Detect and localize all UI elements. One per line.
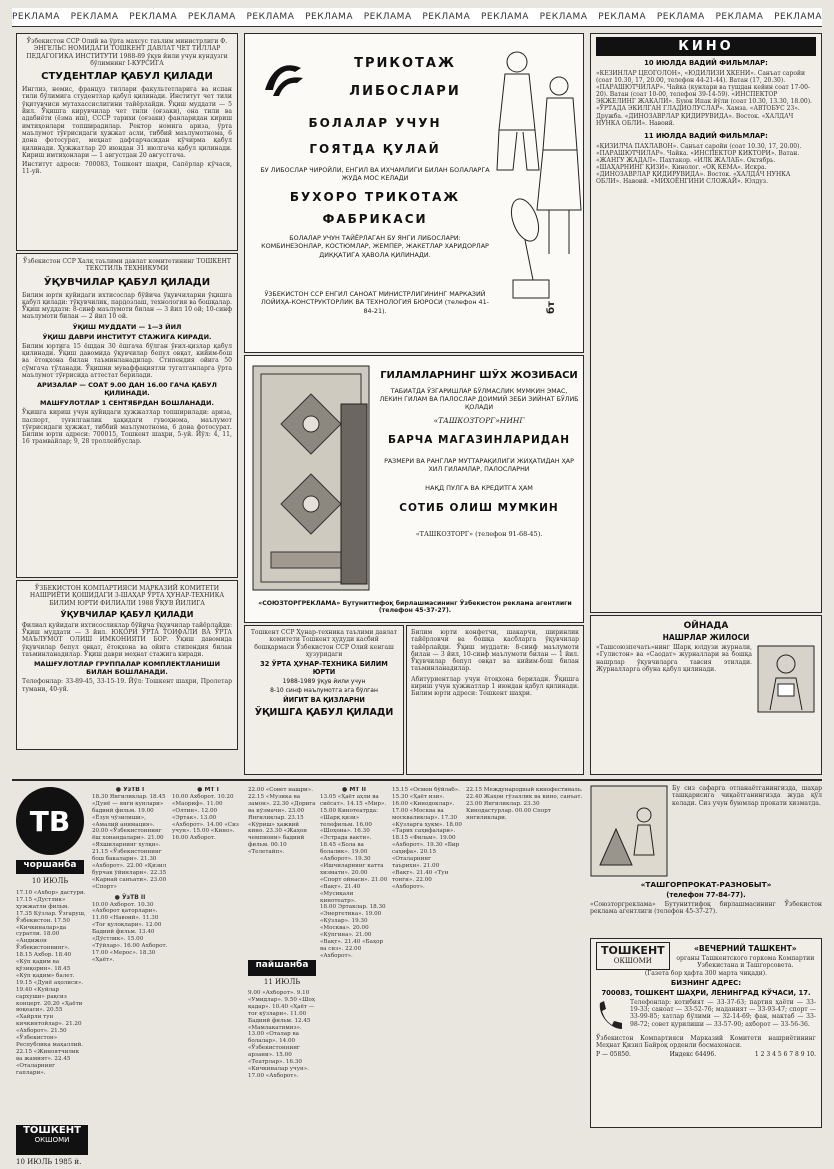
ad-headline: ОЙНАДА — [683, 621, 729, 631]
tourist-illustration — [590, 785, 668, 877]
ad-headline: ФАБРИКАСИ — [322, 212, 428, 226]
ad-body: НАҚД ПУЛГА ВА КРЕДИТГА ҲАМ — [425, 484, 533, 492]
ad-body: Филиал қуйидаги ихтисосликлар бўйича ўқувчилар тайёрлайди: Ўқиш муддати — 3 йил. ЮҚОРИ ЎРТА ТОИФАЛИ ВА ЎРТА МАЪЛУМОТ ОЛИШ ИМКОНИЯТИ БОР. Ўқиш давомида ўқувчилар бепул овқат, ётоқхона ва ойига стипендия билан таъминланадилар. Ўқиш даври меҳнат стажига киради. — [22, 621, 232, 659]
kino-listing: «ҚИЗИЛЧА ПАХЛАВОН». Санъат саройи (соат 10.30, 17, 20.00). «ПАРАШЮТЧИЛАР». Чайка. «ИНСПЕКТОР КИКТОРИ». Ватан. «ЖАНГУ ЖАДАЛ». Пахтакор. «ИЛК ЖАЛАБ». Октябрь. «ШАҲАРНИНГ ҚИЗИ». Кинолог. «ОҚ КЕМА». Искра. «ДИНОЗАВРЛАР ҚИДИРУВИДА». Восток. «ХАЛДАЧ НУНКА ОБЛИ». Навоий. «МИХОЁНГИНИ СЛОЖАЙ». Юлдуз. — [596, 142, 802, 186]
tv-date: 10 ИЮЛЬ — [31, 877, 69, 885]
tv-channel: ● ЎзТВ II — [114, 893, 146, 901]
tv-listing: 22.00 «Совет нашри». 22.15 «Музика ва замон». 22.30 «Дорига ва кўзмачи». 23.00 Янгиликлар. 23.15 «Кўриш» ҳажвий кино. 23.30 «Жаҳон чемпиони» бадиий фильм. 00.10 «Телетайп». — [248, 787, 316, 856]
ad-headline: СОТИБ ОЛИШ МУМКИН — [399, 502, 559, 514]
kino-date: 10 ИЮЛДА ВАДИЙ ФИЛЬМЛАР: — [644, 59, 768, 67]
issue-date: 10 ИЮЛЬ 1985 й. — [16, 1158, 82, 1166]
tv-logo — [16, 787, 84, 855]
reader-illustration — [756, 644, 816, 714]
left-ad-institute — [16, 33, 238, 251]
agency-footer: «СОЮЗТОРГРЕКЛАМА» Бутуниттифоқ бирлашмасининг Ўзбекистон реклама агентлиги (телефон 45-37-27). — [258, 600, 572, 614]
ad-body: «Ташсоюзпечать»нинг Шарқ юлдузи журнали, «Гулистон» ва «Саодат» журналлари ва бошқа нашрлар ўқувчиларга тавсия этилади. Журналларга обуна қабул қилинади. — [596, 644, 752, 673]
bottom-brand-text: ТОШКЕНТ — [23, 1125, 81, 1136]
tv-listing: 18.30 Янгиликлар. 18.45 «Дунё — янги кунлари» бадиий фильм. 19.00 «Ёзув чўзилиши», «Амалий анимация». 20.00 «Ўзбекистоннинг ёш хонандалари». 21.00 «Яхшиларнинг хулқи». 21.15 «Ўзбекистоннинг бош бакалари». 21.30 «Ахборот». 22.00 «Қизил бурчак ўйинлари». 22.35 «Карнай санъати». 23.00 «Спорт» — [92, 793, 167, 890]
ad-headline: ГИЛАМЛАРНИНГ ШЎХ ЖОЗИБАСИ — [380, 370, 578, 381]
ad-title: СТУДЕНТЛАР ҚАБУЛ ҚИЛАДИ — [41, 71, 213, 83]
ad-body: Телефонлар: 33-89-45, 33-15-19. Йўл: Тошкент шаҳри, Пролетар тумани, 40-уй. — [22, 678, 232, 693]
masthead-body: органы Ташкентского горкома Компартии Узбекистана и Ташгорсовета. — [676, 955, 815, 970]
left-ad-filial — [16, 580, 238, 750]
section-divider — [12, 779, 822, 781]
ad-subtitle: 8-10 синф маълумотга эга бўлган — [270, 687, 378, 695]
tv-day-badge — [16, 860, 84, 874]
ad-body: Билим юртига 15 ёшдан 30 ёшгача бўлган ўғил-қизлар қабул қилинади. Ўқиш давомида ўқувчилар бепул овқат, кийим-бош ва ётоқхона билан таъминланадилар. Стипендия ойига 50 сўмгача тўланади. Ўқишни муваффақиятли тугатганларга ўрта маълумот тўғрисида аттестат берилади. — [22, 342, 232, 379]
ad-subtitle: МАШҒУЛОТЛАР 1 СЕНТЯБРДАН БОШЛАНАДИ. — [40, 399, 214, 408]
tv-col-6 — [320, 787, 388, 1112]
tv-col-1 — [16, 890, 86, 1110]
tv-day-label: пайшанба — [255, 960, 309, 970]
index-number: Индекс 64496. — [669, 1051, 717, 1059]
tv-col-8 — [466, 787, 584, 1112]
bottom-brand-sub: ОКШОМИ — [34, 1136, 70, 1144]
prokat-ad — [590, 785, 822, 935]
tv-day-label: чоршанба — [23, 860, 77, 870]
ad-headline: ЛИБОСЛАРИ — [349, 84, 461, 99]
kino-listing: «КЕЗИНЛАР ЦЕОГОЛОН», «ЮДИЛИЗИ ХКЕНИ». Санъат саройи (соат 10.30, 17, 20.00, телефон 44-21-44). Ватан (17, 20.30). «ПАРАШЮТЧИЛАР». Чайка (кунлари ва тушдан кейин соат 17-00-20). Ватан (соат 10-00, телефон 39-14-59). «ИНСПЕКТОР ЭКЖЕЛИНГ ЖАКАЛИ». Буюк Ипак йўли (соат 10.30, 13.30, 18.00). «ЎРТАДА ЭКИЛГАН ГЛАДИОЛУСЛАР». Хамза. «АВТОБУС 23». Дружба. «ДИНОЗАВРЛАР ҚИДИРУВИДА». Восток. «ХАЛДАЧ НУНКА ОБЛИ». Навоий. — [596, 70, 812, 127]
oyna-ad — [590, 615, 822, 775]
ad-subtitle: 32 ЎРТА ҲУНАР-ТЕХНИКА БИЛИМ ЮРТИ — [260, 660, 388, 677]
ad-body: Абитуриентлар учун ётоқхона берилади. Ўқишга кириш учун ҳужжатлар 1 июндан қабул қилинади. Билим юрти адреси: Тошкент шаҳри. — [411, 675, 579, 698]
ad-body: Инглиз, немис, француз тиллари факультетларига ва испан тили бўлимига студентлар қабул қилинади. Институт чет тили ўқитувчиси мутахассислигини тайёрлайди. Ўқиш муддати — 5 йил. Ўқишга кирувчилар чет тили (оғзаки), она тили ва адабиёти (ёзма иш), СССР тарихи (оғзаки) фанларидан кириш имтиҳонлари топширадилар. Ректор номига ариза, ўрта маълумот тўғрисидаги ҳужжат асли, тиббий маълумотнома, 6 дона фотосурат, меҳнат дафтарчасидан кўчирма қабул қилинади. Ҳужжатлар 20 июндан 31 июлгача қабул қилинади. Кириш имтиҳонлари — 1 августдан 20 августгача. — [22, 86, 232, 159]
phones: Телефонлар: котибият — 33-37-63; партия ҳаёти — 33-19-33; саноат — 33-52-76; маданият — 33-93-47; спорт — 33-99-85; хатлар бўлими — 32-14-69; фан, мактаб — 33-98-72; совет қурилиши — 33-57-90; ахборот — 33-56-36. — [630, 998, 816, 1028]
ad-footer: «Союзторгреклама» Бутуниттифоқ бирлашмасининг Ўзбекистон реклама агентлиги (телефон 45-37-27). — [590, 901, 822, 916]
band-word: РЕКЛАМА — [305, 12, 353, 22]
ad-intro: Ўзбекистон ССР Олий ва ўрта махсус таълим министрлиги Ф. ЭНГЕЛЬС НОМИДАГИ ТОШКЕНТ ДАВЛАТ ЧЕТ ТИЛЛАР ПЕДАГОГИКА ИНСТИТУТИ 1988-89 ўқув йили учун кундузги бўлимнинг I-КУРСИГА — [26, 38, 228, 67]
tv-listing: 18.00 Эртаклар. 18.30 «Энергетика». 19.00 «Кўзлар». 19.30 «Москва». 20.00 «Кўпгина». 21.00 «Вақт». 21.40 «Баҳор ва сиз». 22.00 «Ахборот». — [320, 904, 386, 959]
ad-title: ЎҚУВЧИЛАР ҚАБУЛ ҚИЛАДИ — [60, 609, 194, 619]
ad-headline: «ТАШГОРПРОКАТ-РАЗНОБЫТ» — [640, 880, 772, 889]
ad-subtitle: 1988-1989 ўқув йили учун — [282, 678, 366, 686]
tv-col-4 — [248, 787, 316, 957]
middle-ad-body — [406, 625, 584, 775]
ad-headline: НАШРЛАР ЖИЛОСИ — [662, 633, 750, 642]
tv-listing: 22.15 Международный кинофестиваль. 22.40 Жаҳон гўзаллик ва кино, санъат. 23.00 Янгиликлар. 23.30 Кинодастурлар. 00.00 Спорт янгиликлари. — [466, 787, 583, 821]
ad-headline: ТРИКОТАЖ — [354, 56, 456, 71]
middle-ad-school — [244, 625, 404, 775]
tv-channel: ● МТ I — [197, 787, 219, 793]
page-numbers: 1 2 3 4 5 6 7 8 9 10. — [754, 1051, 816, 1059]
bottom-brand — [16, 1125, 88, 1155]
ad-title: ЎҚИШГА ҚАБУЛ ҚИЛАДИ — [254, 707, 394, 719]
carpet-illustration — [251, 364, 371, 592]
ad-headline: ГОЯТДА ҚУЛАЙ — [309, 142, 441, 156]
carpet-ad — [244, 355, 584, 623]
ad-body: Билим юрти қуйидаги ихтисослар бўйича ўқувчиларни ўқишга қабул қилади: тўқувчилик, пардозлаш, технология ва бошқалар. Ўқиш муддати: 8-синф маълумоти билан — 3 йил 10 ой; 10-синф маълумоти билан — 2 йил 10 ой. — [22, 291, 232, 321]
ad-intro: ЎЗБЕКИСТОН КОМПАРТИЯСИ МАРКАЗИЙ КОМИТЕТИ НАШРИЁТИ ҚОШИДАГИ 3-ШАҲАР ЎРТА ҲУНАР-ТЕХНИКА БИЛИМ ЮРТИ ФИЛИАЛИ 1988 ЎҚУВ ЙИЛИГА — [29, 585, 225, 607]
tv-day2-badge — [248, 960, 316, 976]
order-number: Р — 05850. — [596, 1051, 631, 1059]
band-word: РЕКЛАМА — [246, 12, 295, 22]
band-word: РЕКЛАМА — [129, 12, 178, 22]
ad-body: БОЛАЛАР УЧУН ТАЙЁРЛАГАН БУ ЯНГИ ЛИБОСЛАРИ: КОМБИНЕЗОНЛАР, КОСТЮМЛАР, ЖЕМПЕР, ЖАКЕТЛАР ХАРИДОРЛАР ДИҚҚАТИГА ҲАВОЛА ҚИЛИНАДИ. — [261, 234, 489, 259]
masthead-note: (Газета бор ҳафта 300 марта чиқади). — [644, 969, 768, 977]
band-word: РЕКЛАМА — [774, 12, 822, 22]
tv-col-5 — [248, 990, 316, 1110]
phone-icon — [596, 999, 626, 1033]
tv-listing: 9.00 «Ахборот». 9.10 «Умидлар». 9.50 «Шоҳ қадар». 10.40 «Ҳаёт — тоғ кўзлари». 11.00 Бадиий фильм. 12.45 «Мамлакатимиз». 13.00 «Оталар ва болалар». 14.00 «Ўзбекистоннинг арзани». 15.00 «Театрлар». 16.30 «Кичкиналар учун». 17.00 «Ахборот». — [248, 990, 315, 1079]
address: 700083, ТОШКЕНТ ШАҲРИ, ЛЕНИНГРАД КЎЧАСИ, 17. — [601, 988, 811, 997]
ad-body: ТАБИАТДА ЎЗГАРИШЛАР БЎЛМАСЛИК МУМКИН ЭМАС, ЛЕКИН ГИЛАМ ВА ПАЛОСЛАР ДОИМИЙ ЗЕБИ ЗИЙНАТ БЎЛИБ ҚОЛАДИ — [379, 388, 579, 411]
band-word: РЕКЛАМА — [481, 12, 529, 22]
left-ad-technikum — [16, 253, 238, 578]
band-word: РЕКЛАМА — [598, 12, 647, 22]
masthead-box — [590, 938, 822, 1128]
ad-subtitle: ЙИГИТ ВА ҚИЗЛАРНИ — [283, 696, 365, 705]
masthead-title: «ВЕЧЕРНИЙ ТАШКЕНТ» — [693, 944, 797, 953]
band-word: РЕКЛАМА — [656, 12, 705, 22]
tv-listing: 17.10 «Ахбор» дастури. 17.15 «Дустлик» ҳужжатли фильм. 17.35 Кўзлар. Ўзгаруш, Ўзбекистон. 17.50 «Кичкиналар»да суратли. 18.00 «Андижон Ўзбекистоннинг». 18.15 Ахбор. 18.40 «Кўп қадим ва қўзиқорин». 18.45 «Кўп қадим» балет. 19.15 «Дунё аҳолиси». 19.40 «Куйлар сархуши» рақсиз концерт. 20.20 «Ҳаёти воқеаси». 20.55 «Хайрли тун кичкинтойлар». 21.20 «Ахборот». 21.50 «Ўзбекистон» Республика маҳаллий. 22.15 «Жиноятчилик ва жамият». 22.45 «Оталарнинг гаплари». — [16, 890, 86, 1076]
ad-subtitle: ЎҚИШ МУДДАТИ — 1—3 ЙИЛ — [72, 322, 182, 331]
tv-channel: ● ЎзТВ I — [115, 787, 145, 793]
tv-listing: 15.15 «Осмон бўйлаб». 15.30 «Ҳаёт изи». 16.00 «Кинодоклар». 17.00 «Москва ва москваликлар». 17.30 «Кўзларга ҳукм». 18.00 «Тарих саҳифалари». 18.15 «Фильм». 19.00 «Ахборот». 19.30 «Бир саҳифа». 20.15 «Оталарнинг таърихи». 21.00 «Вақт». 21.40 «Тун тонги». 22.00 «Ахборот». — [392, 787, 462, 890]
ad-headline: БАРЧА МАГАЗИНЛАРИДАН — [387, 434, 571, 446]
ad-subtitle: (телефон 77-84-77). — [666, 891, 746, 899]
ad-title: ЎҚУВЧИЛАР ҚАБУЛ ҚИЛАДИ — [43, 276, 211, 288]
tv-listing: 13.05 «Ҳаёт аҳли ва сиёсат». 14.15 «Мир». 15.00 Кинотеатрда: «Шарқ қизи» телефильм. 16.00 «Шоҳона». 16.30 «Эстрада вакти». 18.45 «Бола ва болалик». 19.00 «Ахборот». 19.30 «Ишчиларнинг катта хизмати». 20.00 «Спорт ойнаси». 21.00 «Вақт». 21.40 «Мусиқали кинотеатр». — [320, 793, 388, 904]
ad-body: ЎЗБЕКИСТОН ССР ЕНГИЛ САНОАТ МИНИСТРЛИГИНИНГ МАРКАЗИЙ ЛОЙИҲА-КОНСТРУКТОРЛИК ВА ТЕХНОЛОГИЯ БЮРОСИ (телефон 41-84-21). — [261, 290, 489, 315]
printer-note: Ўзбекистон Компартияси Марказий Комитети нашриётининг Меҳнат Қизил Байроқ орденли босмахонаси. — [596, 1034, 816, 1050]
tv-col-3 — [172, 787, 244, 1112]
factory-logo-icon — [259, 56, 307, 104]
ad-subtitle: МАШҒУЛОТЛАР ГРУППАЛАР КОМПЛЕКТЛАНИШИ БИЛАН БОШЛАНАДИ. — [33, 660, 221, 677]
kino-logo: КИНО — [596, 37, 816, 56]
tv-date: 11 ИЮЛЬ — [263, 978, 301, 986]
trikotazh-ad — [244, 33, 584, 353]
ad-subtitle: ЎҚИШ ДАВРИ ИНСТИТУТ СТАЖИГА КИРАДИ. — [42, 332, 212, 341]
ad-body: РАЗМЕРИ ВА РАНГЛАР МУТТАРАҚИЛИГИ ЖИҲАТИДАН ҲАР ХИЛ ГИЛАМЛАР, ПАЛОСЛАРНИ — [384, 458, 574, 473]
kino-column — [590, 33, 822, 613]
masthead-sub: ОКШОМИ — [613, 957, 652, 965]
ad-intro: Тошкент ССР Ҳунар-техника таълими давлат комитети Тошкент ҳудуди касбий бошқармаси Ўзбекистон ССР Олий кенгаш ҳузуридаги — [250, 629, 398, 658]
band-word: РЕКЛАМА — [715, 12, 764, 22]
ad-body: Билим юрти конфетчи, шакарчи, ширинлик тайёрловчи ва бошқа касбларга ўқувчилар тайёрлайди. Ўқиш муддати: 8-синф маълумоти билан — 3 йил, 10-синф маълумоти билан — 1 йил. Ўқувчилар бепул овқат ва кийим-бош билан таъминланадилар. — [411, 629, 579, 673]
address-title: БИЗНИНГ АДРЕС: — [670, 978, 742, 987]
ad-headline: БУХОРО ТРИКОТАЖ — [289, 190, 461, 204]
ad-body: Ўқишга кириш учун қуйидаги ҳужжатлар топширилади: ариза, паспорт, туғилганлик ҳақидаги гувоҳнома, маълумот тўғрисидаги ҳужжат, тиббий маълумотнома, 6 дона фотосурат. Билим юрти адреси: 700015, Тошкент шаҳри, 5-уй. Йўл: 4, 11, 16 трамвайлар; 9, 28 троллейбуслар. — [22, 409, 232, 446]
ad-intro: Ўзбекистон ССР Халқ таълими давлат комитетининг ТОШКЕНТ ТЕКСТИЛЬ ТЕХНИКУМИ — [23, 258, 231, 273]
tv-channel: ● МТ II — [342, 787, 366, 793]
bt-logo-icon: бт — [545, 301, 557, 314]
ad-footer: «ТАШКОЗТОРГ» (телефон 91-68-45). — [415, 530, 543, 538]
tv-listing: 10.00 Ахборот. 10.20 «Маориф». 11.00 «Олтин». 12.00 «Эртак». 13.00 «Ахборот». 14.00 «Сиз учун». 15.00 «Кино». 16.00 Ахборот. — [172, 793, 239, 842]
tv-logo-text: ТВ — [29, 804, 71, 838]
masthead-brand: ТОШКЕНТ — [601, 944, 665, 957]
band-word: РЕКЛАМА — [539, 12, 588, 22]
ad-headline: БОЛАЛАР УЧУН — [308, 116, 442, 130]
reklama-band — [12, 8, 822, 27]
ad-subtitle: «ТАШКОЗТОРГ»НИНГ — [433, 416, 525, 425]
tv-listing: 10.00 Ахборот. 10.30 «Ахборот қаторлари». 11.00 «Навоий». 11.30 «Тоғ қулоқлари». 12.00 Бадиий фильм. 13.40 «Дўстлик». 15.00 «Тўйлар». 16.00 Ахборот. 17.00 «Мерос». 18.30 «Ҳаёт». — [92, 901, 168, 963]
band-word: РЕКЛАМА — [422, 12, 471, 22]
ad-subtitle: АРИЗАЛАР — СОАТ 9.00 ДАН 16.00 ГАЧА ҚАБУЛ ҚИЛИНАДИ. — [37, 381, 217, 398]
band-word: РЕКЛАМА — [187, 12, 236, 22]
children-illustration — [493, 40, 583, 310]
band-word: РЕКЛАМА — [70, 12, 119, 22]
ad-body: БУ ЛИБОСЛАР ЧИРОЙЛИ, ЕНГИЛ ВА ИХЧАМЛИГИ БИЛАН БОЛАЛАРГА ЖУДА МОС КЕЛАДИ — [260, 166, 490, 182]
kino-date: 11 ИЮЛДА ВАДИЙ ФИЛЬМЛАР: — [644, 131, 768, 140]
ad-body: Бу сиз сафарга отланаётганингизда, шаҳар ташқарисига чиқаётганингизда жуда қўл келади. Сиз учун буюмлар прокати хизматда. — [672, 785, 822, 807]
band-word: РЕКЛАМА — [363, 12, 412, 22]
tv-col-2 — [92, 787, 168, 1112]
ad-address: Институт адреси: 700083, Тошкент шаҳри, Сапёрлар кўчаси, 11-уй. — [22, 161, 232, 176]
band-word: РЕКЛАМА — [12, 12, 60, 22]
tv-col-7 — [392, 787, 462, 1112]
